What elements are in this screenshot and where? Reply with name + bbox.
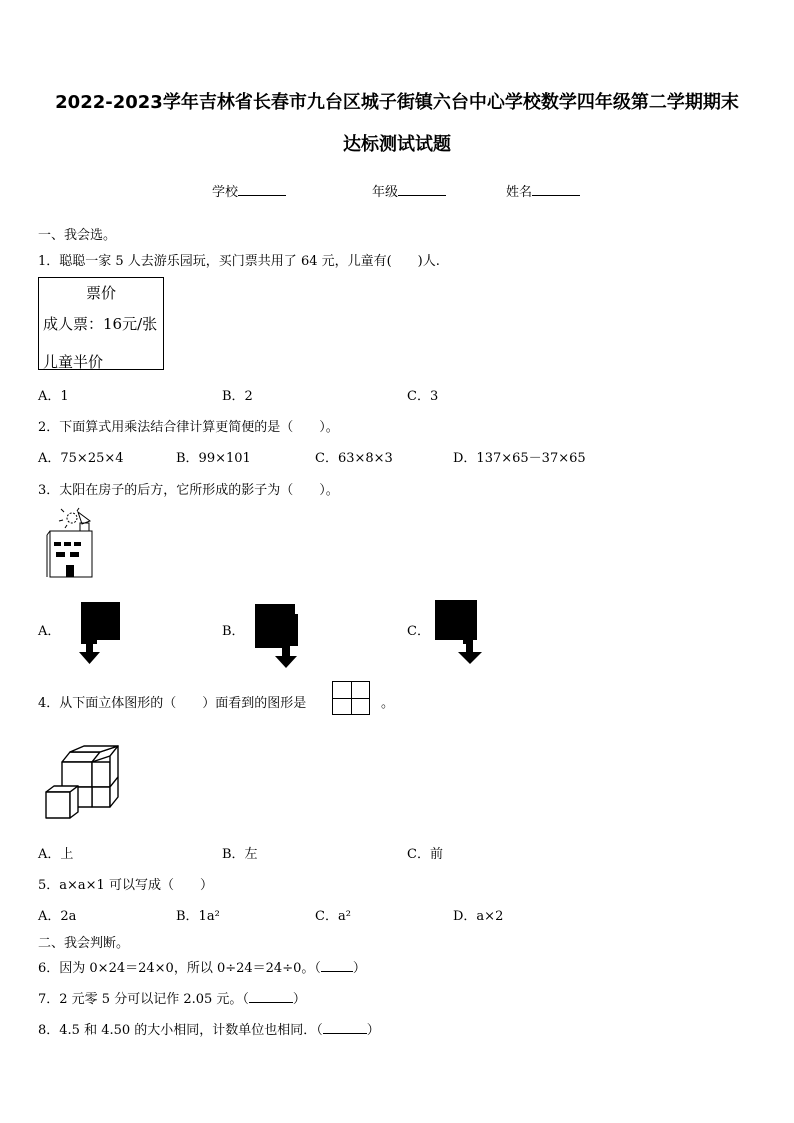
question-8: 8．4.5 和 4.50 的大小相同，计数单位也相同．（ ） (38, 1023, 380, 1038)
school-label: 学校 (212, 185, 239, 200)
q1-option-a[interactable]: A．1 (38, 389, 69, 404)
q1-option-c[interactable]: C．3 (407, 389, 439, 404)
q2-option-b[interactable]: B．99×101 (176, 451, 251, 466)
q3-option-c[interactable]: C． (407, 624, 430, 639)
question-4 (38, 692, 306, 711)
q2-option-d[interactable]: D．137×65－37×65 (453, 451, 586, 466)
question-2: 2．下面算式用乘法结合律计算更简便的是（ ）。 (38, 420, 339, 435)
school-blank[interactable] (238, 183, 286, 196)
grade-field (372, 181, 446, 200)
house-with-sun-figure (44, 508, 104, 580)
q2-option-a[interactable]: A．75×25×4 (38, 451, 124, 466)
section-2-heading: 二、我会判断。 (38, 936, 130, 951)
question-6: 6．因为 0×24＝24×0，所以 0÷24＝24÷0。（ ） (38, 961, 366, 976)
q3-shadow-a-icon[interactable] (78, 602, 122, 664)
price-box-child: 儿童半价 (43, 353, 104, 371)
q6-answer-blank[interactable] (321, 959, 353, 972)
ticket-price-box (38, 277, 164, 370)
question-4-end: 。 (381, 696, 395, 711)
q5-option-a[interactable]: A．2a (38, 909, 77, 924)
question-4-text: 4．从下面立体图形的（ ）面看到的图形是 (38, 696, 307, 711)
grade-label: 年级 (372, 185, 399, 200)
grade-blank[interactable] (398, 183, 446, 196)
q3-shadow-c-icon[interactable] (433, 600, 483, 664)
section-1-heading: 一、我会选。 (38, 228, 117, 243)
question-3: 3．太阳在房子的后方，它所形成的影子为（ ）。 (38, 483, 339, 498)
q4-option-c[interactable]: C．前 (407, 847, 443, 862)
q4-option-a[interactable]: A．上 (38, 847, 74, 862)
q5-option-c[interactable]: C．a² (315, 909, 351, 924)
q8-answer-blank[interactable] (323, 1021, 367, 1034)
school-field (212, 181, 286, 200)
q5-option-b[interactable]: B．1a² (176, 909, 220, 924)
q3-option-a[interactable]: A． (38, 624, 61, 639)
name-blank[interactable] (532, 183, 580, 196)
question-1: 1．聪聪一家 5 人去游乐园玩，买门票共用了 64 元，儿童有( )人. (38, 254, 440, 269)
stacked-cubes-figure (44, 746, 122, 820)
q5-option-d[interactable]: D．a×2 (453, 909, 504, 924)
four-square-grid-figure (332, 681, 370, 715)
price-box-adult: 成人票：16元/张 (43, 315, 158, 333)
question-7: 7．2 元零 5 分可以记作 2.05 元。（ ） (38, 992, 306, 1007)
page-title-line1: 2022-2023学年吉林省长春市九台区城子街镇六台中心学校数学四年级第二学期期末 (55, 92, 739, 113)
price-box-title: 票价 (85, 284, 116, 302)
q3-option-b[interactable]: B． (222, 624, 245, 639)
name-label: 姓名 (506, 185, 533, 200)
page-title-line2: 达标测试试题 (343, 134, 451, 155)
q3-shadow-b-icon[interactable] (254, 604, 300, 668)
name-field (506, 181, 580, 200)
q7-answer-blank[interactable] (249, 990, 293, 1003)
q4-option-b[interactable]: B．左 (222, 847, 258, 862)
q1-option-b[interactable]: B．2 (222, 389, 253, 404)
question-5: 5．a×a×1 可以写成（ ） (38, 878, 213, 893)
q2-option-c[interactable]: C．63×8×3 (315, 451, 393, 466)
